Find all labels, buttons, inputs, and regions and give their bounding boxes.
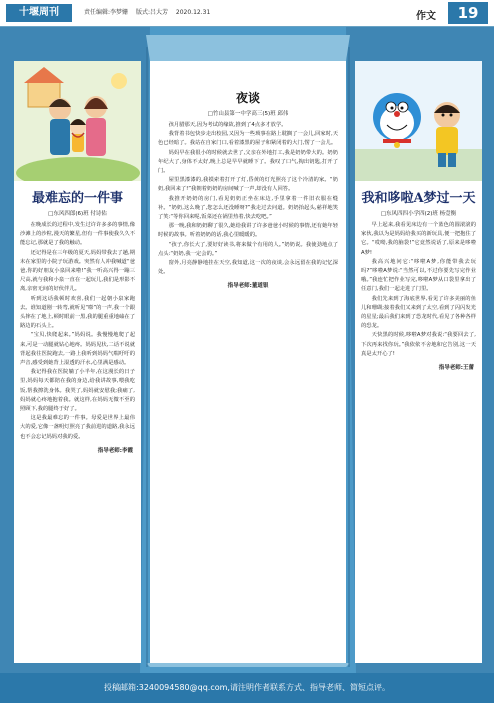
teacher-credit: 指导老师:李霞 <box>97 447 133 454</box>
issue-date: 2020.12.31 <box>175 9 211 16</box>
masthead-brand: 十堰周刊 <box>6 4 72 22</box>
article-paragraph: 早上起来,我看见床边有一个蓝色的圆滚滚的家伙,我以为是妈妈给我买的新玩具,便一把抱住了它。“哎呦,我的脑袋!”它竟然说话了,原来是哆啦A梦! <box>361 222 476 256</box>
article-byline: □东风四四小学四(2)班 杨壹衡 <box>380 211 457 217</box>
center-article <box>150 61 346 663</box>
article-paragraph: 在晚成长的过程中,发生过许许多多的事情,像沙滩上的沙粒,漫天的繁星,但有一件事使我久久不能忘记,那就是了我的触动。 <box>20 222 135 247</box>
layout-editor: 版式:吕大芳 <box>135 9 168 16</box>
submission-notice: 投稿邮箱:3240094580@qq.com,请注明作者联系方式、指导老师、简短点评。 <box>104 683 390 692</box>
article-byline: □东风四郎(6)班 付诗佑 <box>48 211 107 217</box>
right-article <box>355 61 482 663</box>
article-paragraph: 这是我最难忘的一件事。母爱是世界上最伟大的爱,它像一盏明灯照亮了我前进的道路,我永远也不会忘记妈妈对我的爱。 <box>20 415 135 440</box>
article-paragraph: 窗外,月亮静静地挂在天空,我知道,这一次的夜谈,会永远留在我的记忆深处。 <box>158 260 338 276</box>
teacher-credit: 指导老师:董道银 <box>227 283 269 290</box>
page-number: 19 <box>448 2 488 24</box>
editor-info <box>84 7 216 16</box>
family-illustration <box>14 61 141 181</box>
section-title: 作文 <box>416 11 436 22</box>
teacher-credit: 指导老师:王蕾 <box>438 365 474 372</box>
article-title: 最难忘的一件事 <box>31 191 123 206</box>
article-title: 夜谈 <box>235 91 260 105</box>
article-paragraph: 那一晚,我和奶奶聊了很久,她给我讲了许多爸爸小时候的事情,还有她年轻时候的故事。听着奶奶的话,我心里暖暖的。 <box>158 223 338 239</box>
article-paragraph: 还记得是在三年级的夏天,妈妈带我去了趟,期末在家里的小院子玩游戏。突然有人冲我喊道“爸爸,你的好朋友小泉回来啦!”我一听高兴得一蹦三尺高,就与我和小泉一直在一起玩儿,我们是形影不离,亲密无间的好伙伴儿。 <box>20 249 135 293</box>
article-paragraph: 我高兴地问它:“哆啦A梦,你能带我去玩吗?”哆啦A梦说:“当然可以,不过你要先写完作业哦。”我连忙把作业写完,哆啦A梦从口袋里拿出了任意门,我们一起走进了门里。 <box>361 258 476 293</box>
article-paragraph: 我推开奶奶的房门,看见奶奶正坐在床边,手里拿着一件旧衣服在缝补。“奶奶,这么晚了,您怎么还没睡呀?”我走过去问道。奶奶抬起头,慈祥地笑了笑:“等你回来呢,饭菜还在锅里热着,快去吃吧。” <box>158 195 338 221</box>
left-article <box>14 61 141 663</box>
article-byline: □竹山县第一中学高三(5)班 邱伟 <box>207 111 289 117</box>
article-paragraph: “宝贝,快爬起来。”妈妈说。我慢慢地爬了起来,可是一动腿就钻心地疼。妈妈见状,二话不说就背起我往医院跑去,一路上我听到妈妈气喘吁吁的声音,感受到她背上湿透的汗水,心里满是感动。 <box>20 332 135 367</box>
page-header <box>0 0 494 27</box>
article-paragraph: 屋里黑漆漆的,我摸索着打开了灯,昏黄的灯光照亮了这个冷清的家。“奶奶,我回来了!”我朝着奶奶的房间喊了一声,却没有人回答。 <box>158 177 338 193</box>
article-paragraph: 孩月腊那天,因为考试的缘故,推到了4点多才放学。 <box>168 122 287 128</box>
article-paragraph: 天快黑的时候,哆啦A梦对我说:“我要回去了,下次再来找你玩。”我依依不舍地和它告别,这一天真是太开心了! <box>361 332 476 357</box>
article-paragraph: 我记得我在医院躺了小半年,在这漫长的日子里,妈妈每天都陪在我的身边,给我讲故事,喂我吃饭,帮我擦洗身体。我哭了,妈妈就安慰我;我痛了,妈妈就心疼地抱着我。就这样,在妈妈无微不至的照顾下,我的腿终于好了。 <box>20 369 135 413</box>
article-paragraph: “孩子,你长大了,要好好读书,将来做个有用的人。”奶奶说。我使劲地点了点头:“奶奶,我一定会的。” <box>158 241 338 257</box>
article-board <box>0 27 494 673</box>
editor-name: 责任编辑:李梦姗 <box>84 9 129 16</box>
article-paragraph: 我们先来到了海底世界,看见了许多美丽的鱼儿和珊瑚;接着我们又来到了太空,看到了闪闪发光的星星;最后我们来到了恐龙时代,看见了各种各样的恐龙。 <box>361 295 476 330</box>
article-paragraph: 听到这话我顿时欢喜,我们一起朝小泉家跑去。谁知道刚一转弯,就听见“嘭”的一声,我一个跟头摔在了地上,顿时眼前一黑,我的腿重重地磕在了路边的石头上。 <box>20 295 135 330</box>
article-paragraph: 妈妈早在我很小的时候就去世了,父亲在外地打工,我是奶奶带大的。奶奶年纪大了,身体不太好,晚上总是早早就睡下了。我叹了口气,掏出钥匙,打开了门。 <box>158 149 338 175</box>
article-paragraph: 我背着书包快步走出校园,又因为一些琐事在路上耽搁了一会儿,回家时,天色已经暗了。我站在自家门口,看着漆黑的屋子和紧闭着的大门,愣了一会儿。 <box>158 131 338 147</box>
article-title: 我和哆啦A梦过一天 <box>361 191 476 206</box>
doraemon-illustration <box>355 61 482 181</box>
page-footer <box>0 673 494 703</box>
